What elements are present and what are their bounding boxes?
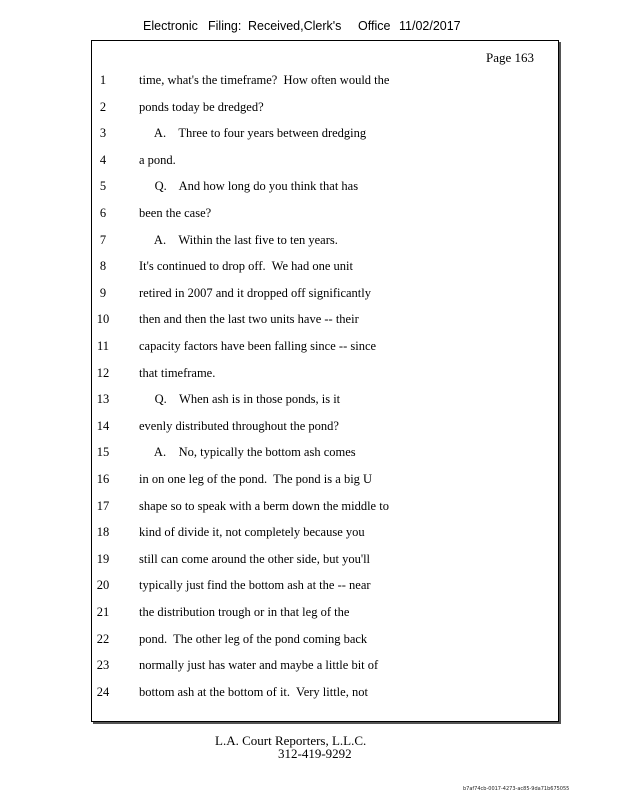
line-number: 16: [96, 472, 110, 486]
line-number: 14: [96, 418, 110, 433]
line-text: evenly distributed throughout the pond?: [139, 418, 339, 433]
line-number: 2: [99, 99, 107, 114]
line-number: 11: [96, 339, 110, 353]
document-id: b7af74cb-0017-4273-ac85-9da71b675055: [463, 786, 570, 792]
line-number: 17: [96, 498, 110, 513]
line-number: 18: [96, 525, 110, 540]
line-text: capacity factors have been falling since -- since: [139, 339, 377, 353]
line-text: pond. The other leg of the pond coming back: [139, 631, 368, 646]
header-received-clerks: Received,Clerk's: [248, 19, 342, 33]
line-text: A. Within the last five to ten years.: [139, 232, 338, 247]
line-text: the distribution trough or in that leg of the: [139, 605, 350, 619]
line-text: bottom ash at the bottom of it. Very little, not: [139, 684, 368, 699]
line-number: 19: [96, 551, 110, 566]
line-number: 23: [96, 658, 110, 673]
line-number: 1: [99, 73, 107, 87]
header-electronic: Electronic: [143, 19, 198, 33]
line-text: kind of divide it, not completely because you: [139, 525, 365, 540]
line-number: 5: [99, 179, 107, 194]
line-text: a pond.: [139, 152, 176, 167]
header-filing: Filing:: [208, 19, 242, 33]
line-number: 24: [96, 684, 110, 699]
line-text: normally just has water and maybe a little bit of: [139, 658, 379, 673]
line-number: 10: [96, 312, 110, 327]
court-reporter-name: L.A. Court Reporters, L.L.C.: [215, 733, 367, 748]
line-number: 4: [99, 152, 107, 167]
line-text: It's continued to drop off. We had one unit: [139, 259, 353, 274]
line-number: 21: [96, 605, 110, 619]
line-number: 8: [99, 259, 107, 274]
line-number: 7: [99, 232, 107, 247]
line-text: retired in 2007 and it dropped off significantly: [139, 285, 372, 300]
court-reporter-phone: 312-419-9292: [278, 746, 352, 761]
line-text: A. Three to four years between dredging: [139, 126, 367, 141]
page-number: Page 163: [486, 50, 535, 65]
line-text: Q. When ash is in those ponds, is it: [139, 392, 341, 407]
line-text: A. No, typically the bottom ash comes: [139, 445, 356, 460]
line-number: 22: [96, 631, 110, 646]
line-text: still can come around the other side, but you'll: [139, 551, 371, 566]
line-number: 15: [96, 445, 110, 460]
line-number: 3: [99, 126, 107, 141]
header-office: Office: [358, 19, 391, 33]
line-number: 6: [99, 206, 107, 220]
line-text: been the case?: [139, 206, 212, 220]
line-text: then and then the last two units have -- their: [139, 312, 359, 327]
line-text: shape so to speak with a berm down the middle to: [139, 498, 389, 513]
line-text: time, what's the timeframe? How often would the: [139, 73, 390, 87]
line-number: 20: [96, 578, 110, 593]
line-number: 9: [99, 285, 107, 300]
header-date: 11/02/2017: [399, 19, 461, 33]
line-number: 13: [96, 392, 110, 407]
line-text: ponds today be dredged?: [139, 99, 264, 114]
line-text: Q. And how long do you think that has: [139, 179, 359, 194]
line-text: typically just find the bottom ash at the -- near: [139, 578, 371, 593]
line-text: that timeframe.: [139, 365, 216, 380]
line-text: in on one leg of the pond. The pond is a big U: [139, 472, 373, 486]
line-number: 12: [96, 365, 110, 380]
